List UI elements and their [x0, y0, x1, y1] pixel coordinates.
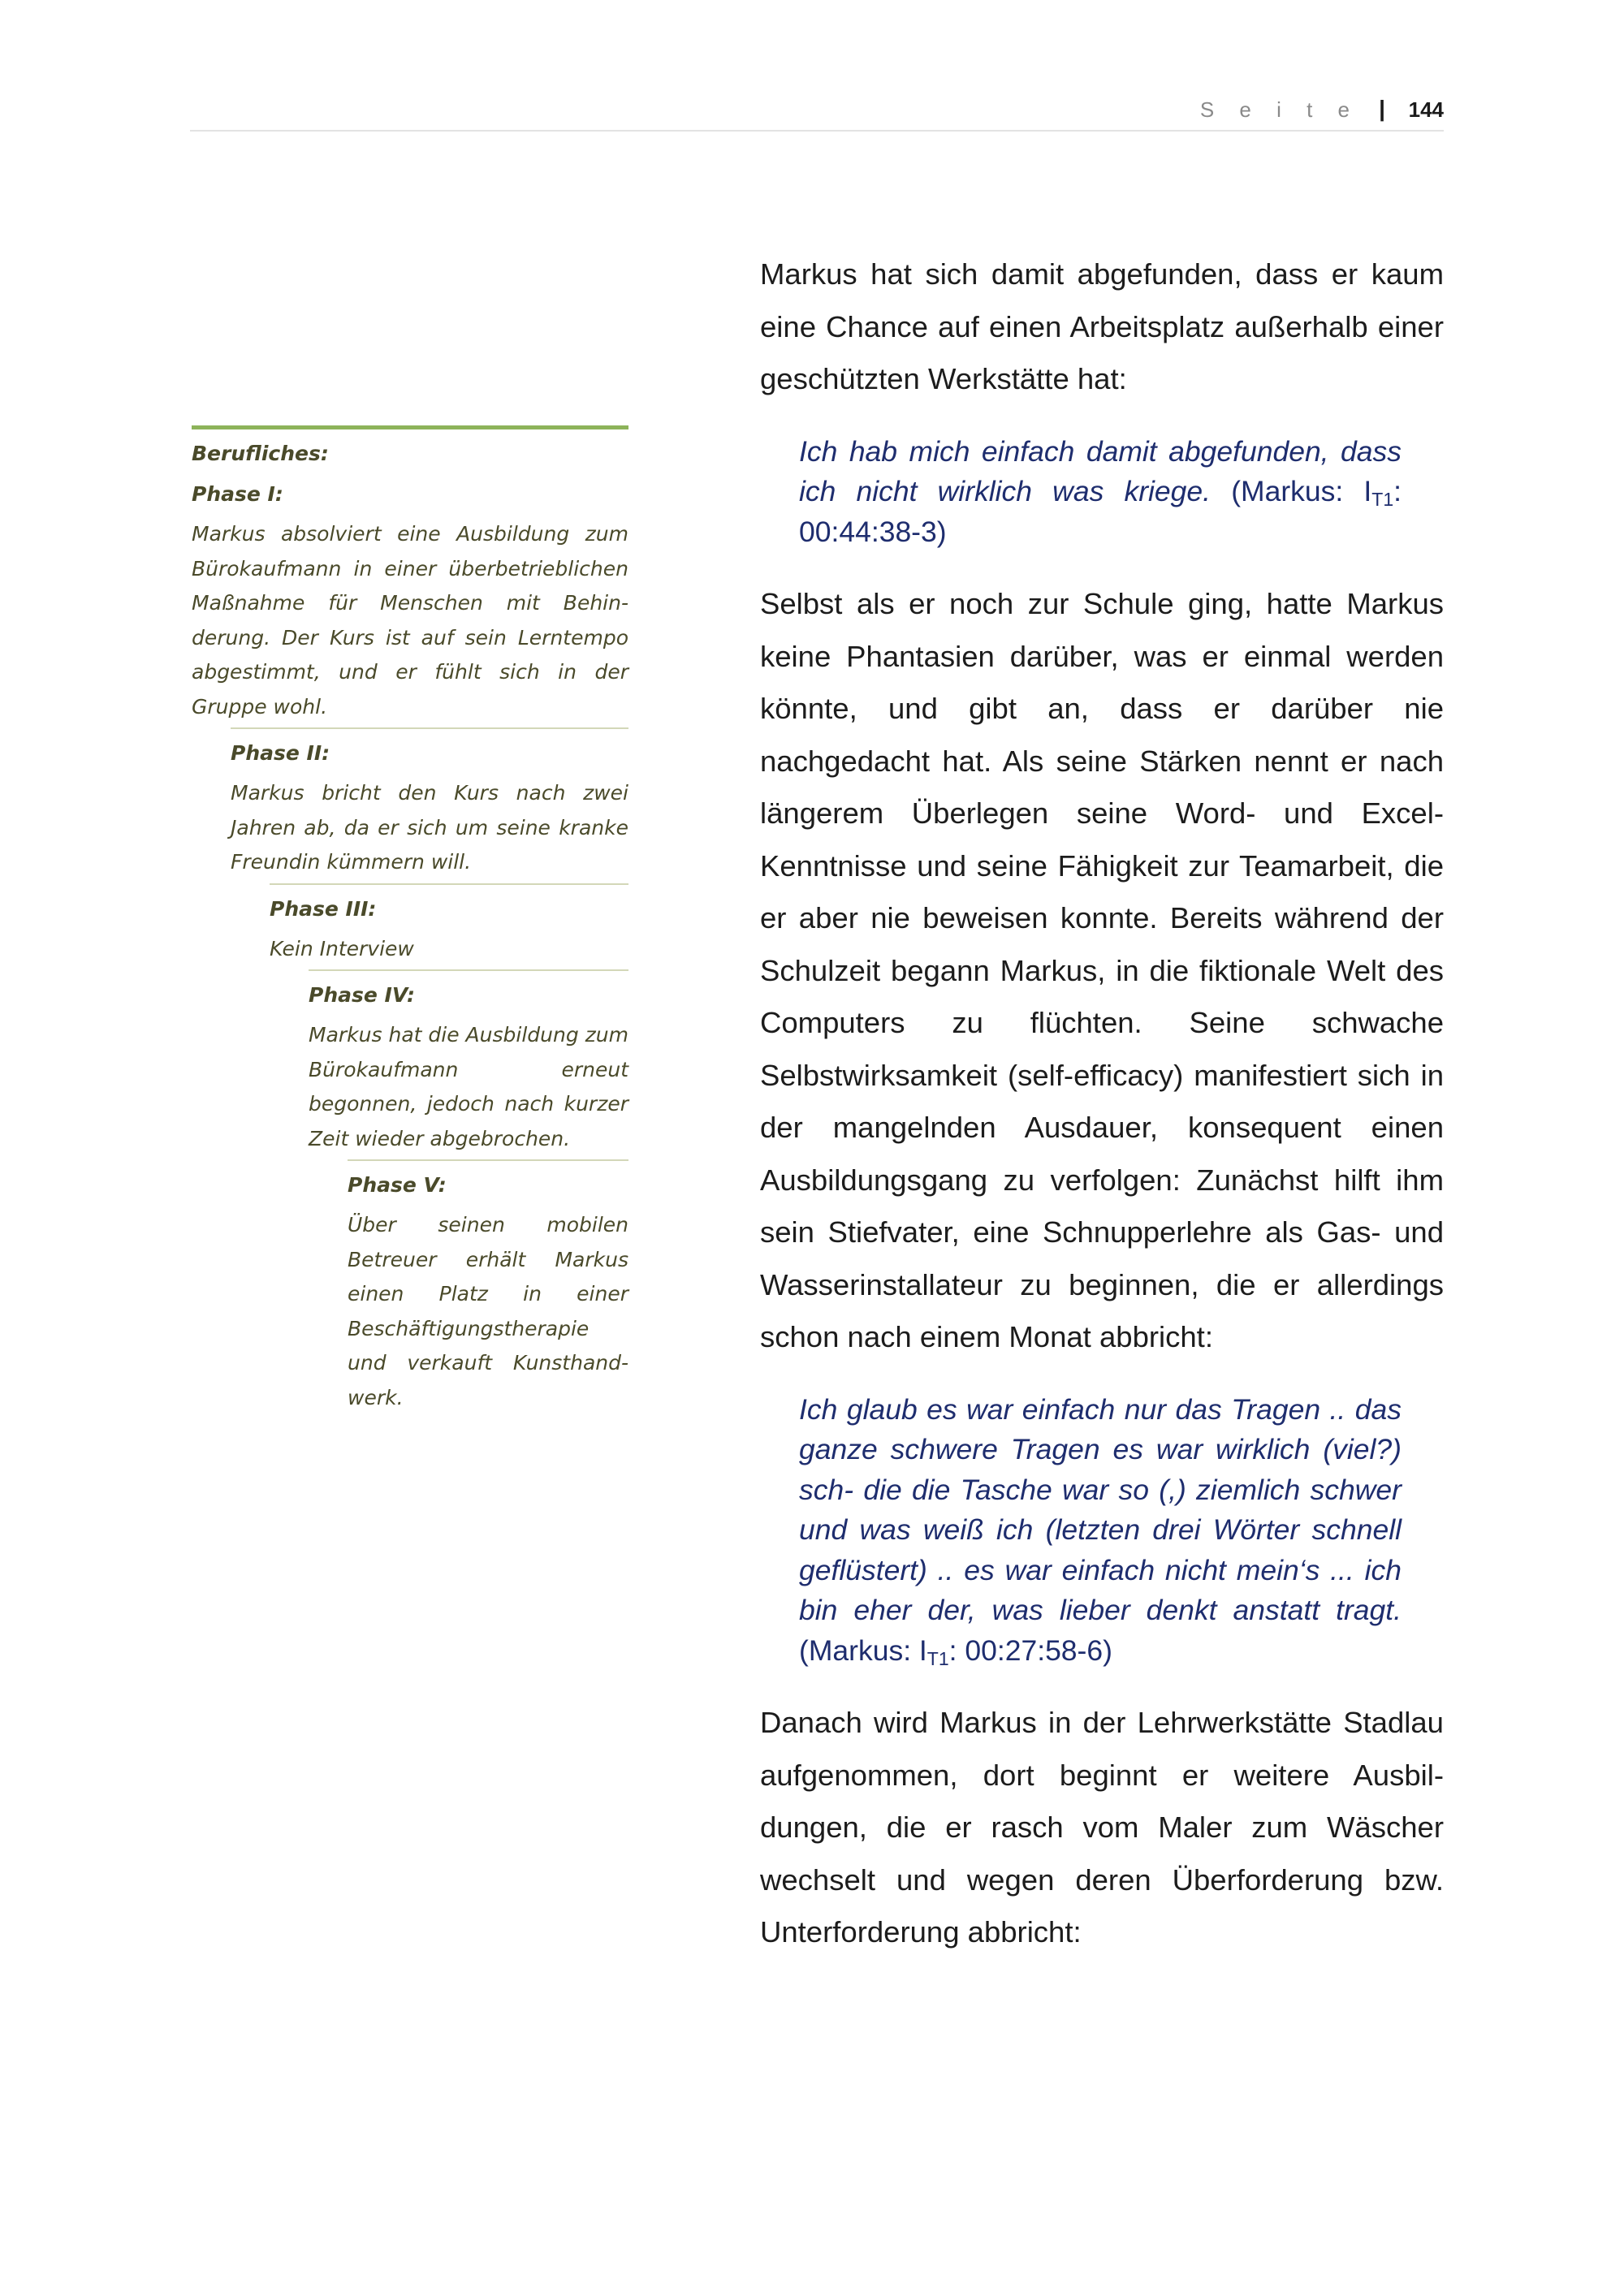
quote-1-citation: (Markus: $I_{T1}$: 00:44:38-3): [799, 475, 1402, 548]
interview-quote-1: [799, 432, 1402, 553]
phase-3-text: Kein Interview: [270, 936, 414, 960]
phase-5-text: Über seinen mobilen Betreuer erhält Markus einen Platz in einer Beschäftigungstherapie und verkauft Kunsthand-werk.: [348, 1213, 628, 1409]
page-label: S e i t e: [1199, 97, 1359, 122]
page-separator: |: [1379, 96, 1385, 121]
page-number: 144: [1408, 97, 1444, 122]
phase-5-label: Phase V:: [348, 1173, 447, 1197]
paragraph-3: Danach wird Markus in der Lehrwerkstätte Stadlau aufgenommen, dort beginnt er weitere Ausbil-dungen, die er rasch vom Maler zum Wäscher wechselt und wegen deren Überforderung bzw. Unterforderung abbricht:: [760, 1706, 1444, 1949]
phase-4-text: Markus hat die Ausbildung zum Bürokaufmann erneut begonnen, jedoch nach kurzer Zeit wieder abgebrochen.: [309, 1023, 628, 1150]
main-text-column: [760, 248, 1444, 1959]
page-header: [190, 96, 1444, 132]
quote-2-text: Ich glaub es war einfach nur das Tragen .. das ganze schwere Tragen es war wirklich (viel?) sch- die die Tasche war so (,) ziemlich schwer und was weiß ich (letzten drei Wörter schnell geflüstert) .. es war einfach nicht mein‘s ... ich bin eher der, was lieber denkt anstatt tragt.: [799, 1392, 1402, 1626]
phase-3-label: Phase III:: [270, 896, 377, 921]
paragraph-1: Markus hat sich damit abgefunden, dass er kaum eine Chance auf einen Arbeitsplatz außerhalb einer geschützten Werkstätte hat:: [760, 257, 1444, 395]
phase-1-block: [192, 478, 628, 724]
phase-1-text: Markus absolviert eine Ausbildung zum Bürokaufmann in einer überbetrieblichen Maßnahme für Menschen mit Behin-derung. Der Kurs ist auf sein Lerntempo abgestimmt, und er fühlt sich in der Gruppe wohl.: [192, 522, 628, 719]
phase-5-block: [348, 1159, 628, 1415]
phase-1-label: Phase I:: [192, 482, 283, 506]
phase-4-label: Phase IV:: [309, 983, 416, 1007]
phase-2-block: [231, 727, 628, 880]
quote-2-citation: (Markus: $I_{T1}$: 00:27:58-6): [799, 1634, 1112, 1669]
phase-4-block: [309, 969, 628, 1156]
phase-2-label: Phase II:: [231, 741, 330, 765]
paragraph-2: Selbst als er noch zur Schule ging, hatte Markus keine Phantasien darüber, was er einmal werden könnte, und gibt an, dass er darüber nie nachgedacht hat. Als seine Stärken nennt er nach längerem Überlegen seine Word- und Excel-Kenntnisse und seine Fähigkeit zur Teamarbeit, die er aber nie beweisen konnte. Bereits während der Schulzeit begann Markus, in die fiktionale Welt des Computers zu flüchten. Seine schwache Selbstwirksamkeit (self-efficacy) manifestiert sich in der mangelnden Ausdauer, konsequent einen Ausbildungsgang zu verfolgen: Zunächst hilft ihm sein Stiefvater, eine Schnupperlehre als Gas- und Wasserinstallateur zu beginnen, die er allerdings schon nach einem Monat abbricht:: [760, 587, 1444, 1353]
interview-quote-2: [799, 1390, 1402, 1672]
sidebar-career-phases: [192, 425, 628, 1418]
sidebar-divider: [192, 425, 628, 429]
sidebar-title: Berufliches:: [192, 442, 329, 465]
phase-3-block: [270, 883, 628, 967]
quote-1-text: Ich hab mich einfach damit abgefunden, dass ich nicht wirklich was kriege.: [799, 434, 1402, 507]
phase-2-text: Markus bricht den Kurs nach zwei Jahren ab, da er sich um seine kranke Freundin kümmern will.: [231, 781, 628, 874]
